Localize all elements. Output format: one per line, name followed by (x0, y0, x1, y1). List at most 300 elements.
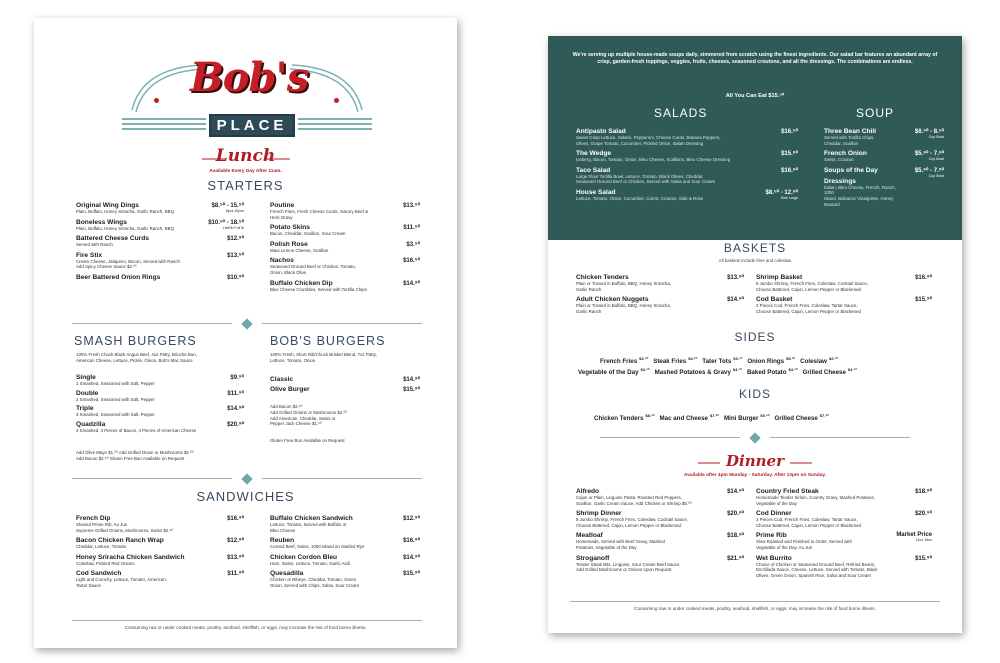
menu-item (576, 296, 744, 314)
section-divider (600, 433, 910, 443)
smash-burgers-heading: SMASH BURGERS (74, 334, 197, 348)
lunch-flourish-icon (34, 153, 457, 165)
menu-item-description: Corned Beef, Swiss, 1000 Island on Swirled Rye (270, 544, 365, 550)
price-value: $14.⁹⁰ (403, 280, 420, 287)
price-value: $16.⁹⁰ (781, 167, 798, 174)
menu-item-name: Boneless Wings (76, 218, 127, 226)
menu-item-description: Iceberg, Bacon, Tomato, Onion, Bleu Cheese, Scallions, Bleu Cheese Dressing (576, 157, 731, 163)
menu-item-price (227, 554, 244, 561)
menu-item-price (781, 150, 798, 157)
menu-item-price (403, 224, 420, 231)
price-value: $9.⁹⁰ (230, 375, 244, 381)
menu-item-price (727, 532, 744, 539)
inline-menu-item (724, 415, 774, 422)
inline-item-name: Grilled Cheese (774, 415, 818, 423)
menu-item-description: 4 Smashed, 4 Pieces of Bacon, 4 Pieces of American Cheese (76, 427, 197, 433)
menu-item (824, 150, 944, 163)
menu-item-description: Bacon, Cheddar, Scallion, Sour Cream (270, 231, 346, 237)
menu-item-description: Maui Lemon Cheese, Scallion (270, 247, 329, 253)
menu-item (576, 510, 744, 528)
kids-row (594, 413, 834, 422)
menu-item-price (227, 537, 244, 544)
menu-item-description: Blue Cheese Crumbles, Served with Tortilla Chips (270, 286, 367, 292)
menu-item-price (781, 167, 798, 174)
logo-bobs-text: Bob's (190, 54, 309, 101)
inline-item-name: Mashed Potatoes & Gravy (654, 369, 731, 377)
menu-item (756, 274, 932, 292)
soup-list (824, 128, 944, 211)
menu-item (756, 488, 932, 506)
menu-item (270, 202, 420, 220)
menu-item (756, 532, 932, 550)
menu-item-description: Cajun or Plain, Linguine Pasta, Roasted Red Peppers, Scallion, Garlic Cream Sauce. Add Chicken or Shrimp $5.⁰⁰ (576, 495, 692, 506)
bobs-burgers-intro: 100% Fresh, Short Rib/Chuck Brisket Blend, 7oz Patty, Lettuce, Tomato, Onion (270, 352, 377, 363)
price-value: $13.⁹⁰ (727, 275, 744, 281)
price-value: $20.⁹⁰ (727, 511, 744, 518)
price-value: $12.⁹⁰ (227, 236, 244, 243)
dinner-title: Dinner (726, 452, 784, 470)
menu-item-description: Plain or Tossed in Buffalo, BBQ, Honey Sriracha, Garlic Ranch (576, 281, 672, 292)
food-safety-footer: Consuming raw or under cooked meats, poultry, seafood, shellfish, or eggs, may increase the risk of food borne illness. (634, 606, 876, 611)
inline-menu-item (653, 358, 702, 365)
menu-item (76, 252, 244, 270)
inline-item-name: Tater Tots (702, 358, 732, 366)
price-value: $15.⁹⁰ (915, 555, 932, 562)
sides-row-2 (578, 367, 862, 376)
bobs-burgers-list (270, 376, 420, 396)
menu-item-description: 8 Jumbo Shrimp, French Fries, Coleslaw, Cocktail Sauce, Choose Battered, Cajun, Lemon Pepper or Blackened (576, 517, 689, 528)
price-value: $16.⁵⁰ (403, 258, 420, 265)
menu-item (270, 280, 420, 293)
menu-item-name: Prime Rib (756, 532, 787, 540)
red-dot-icon (334, 98, 339, 103)
menu-item-price (230, 374, 244, 381)
menu-item-name: Cod Dinner (756, 510, 792, 518)
price-size-labels: Side Large (780, 195, 798, 200)
price-size-labels: 11oz 16oz (915, 538, 932, 543)
menu-item-price (406, 241, 420, 248)
menu-item-name: Wet Burrito (756, 554, 792, 562)
inline-menu-item (774, 415, 833, 422)
menu-item (576, 150, 798, 163)
inline-menu-item (800, 358, 843, 365)
menu-item-name: Antipasto Salad (576, 128, 626, 135)
menu-item-name: Buffalo Chicken Sandwich (270, 515, 353, 522)
menu-item-description: Chicken or Ribeye, Cheddar, Tomato, Green Onion, Served with Chips, Salsa, Sour Cream (270, 577, 360, 588)
menu-item-name: Soups of the Day (824, 166, 878, 174)
menu-item (756, 555, 932, 579)
menu-item-name: Polish Rose (270, 240, 308, 248)
menu-item-description: Served with Tortilla Chips, Cheddar, Scallion (824, 135, 875, 146)
menu-item-description: Plain, Buffalo, Honey Sriracha, Garlic Ranch, BBQ (76, 225, 175, 231)
menu-item-price (915, 296, 932, 303)
baskets-right-column (756, 274, 932, 318)
inline-menu-item (594, 415, 659, 422)
price-size-labels: Cup Bowl (928, 135, 944, 139)
menu-item-price (403, 280, 420, 287)
menu-item-description: Shaved Prime Rib, Au Jus Supreme Grilled Onions, Mushrooms, Swiss $2.⁵⁰ (76, 522, 174, 533)
menu-item-name: Meatloaf (576, 532, 603, 540)
price-value: $15.⁹⁰ (781, 151, 798, 158)
price-value: $20.⁹⁰ (915, 511, 932, 518)
dinner-flourish-icon (548, 457, 962, 469)
menu-item-name: Cod Basket (756, 296, 793, 304)
inline-item-price: $7.⁹⁰ (709, 413, 720, 418)
menu-item (270, 386, 420, 393)
salads-heading: SALADS (654, 106, 708, 120)
inline-menu-item (747, 358, 800, 365)
price-value: $10.⁵⁰ - 18.⁵⁰ (208, 219, 244, 226)
inline-item-name: Vegetable of the Day (578, 369, 639, 377)
inline-item-price: $8.⁹⁰ (645, 413, 655, 418)
menu-item-name: Single (76, 374, 96, 381)
menu-item-name: Buffalo Chicken Dip (270, 279, 333, 287)
menu-item-name: Quadzilla (76, 420, 106, 428)
menu-item-price (915, 167, 944, 178)
lunch-menu-page (34, 18, 457, 648)
menu-item-price (896, 532, 932, 542)
menu-item-description: Ham, Swiss, Lettuce, Tomato, Garlic Aioli (270, 560, 350, 566)
menu-item-price (403, 257, 420, 264)
price-value: $14.⁹⁰ (727, 297, 744, 304)
menu-item (270, 554, 420, 567)
price-value: $12.⁹⁰ (403, 516, 420, 522)
menu-item (576, 274, 744, 292)
menu-item-price (227, 235, 244, 242)
menu-item-price (227, 421, 244, 428)
starters-heading: STARTERS (207, 178, 284, 193)
menu-item-description: Cheddar, Lettuce, Tomato (76, 544, 127, 550)
lunch-title: Lunch (215, 146, 276, 166)
menu-item-description: Lettuce, Tomato, Onion, Cucumber, Carrot, Crouton, Side & Rose (576, 195, 704, 201)
menu-item-name: Reuben (270, 537, 295, 545)
baskets-heading: BASKETS (723, 241, 787, 255)
menu-item-name: Triple (76, 405, 94, 413)
price-value: $12.⁹⁰ (227, 538, 244, 545)
inline-item-name: Mac and Cheese (659, 415, 708, 423)
menu-item-description: Sweet Crisp Lettuce, Salami, Pepperoni, Cheese Curds, Banana Peppers, Olives, Grape Tomato, Cucumber, Pickled Onion, Italian Dressing (576, 135, 721, 146)
menu-item (76, 554, 244, 567)
price-value: $16.⁹⁰ (227, 516, 244, 522)
inline-item-name: Mini Burger (724, 415, 759, 423)
menu-item-price (403, 537, 420, 544)
bobs-burgers-gf-note: Gluten Free Bun Available on Request (270, 438, 345, 443)
price-value: $13.⁵⁰ (403, 203, 420, 209)
price-value: $15.⁹⁰ (403, 387, 420, 393)
menu-item-description: 2 Smashed, Seasoned with Salt, Pepper (76, 396, 155, 402)
menu-item (76, 405, 244, 418)
menu-item-description: 3 Smashed, Seasoned with Salt, Pepper (76, 412, 155, 418)
menu-item-description: Plain or Tossed in Buffalo, BBQ, Honey Sriracha, Garlic Ranch (576, 303, 672, 314)
menu-item (76, 570, 244, 588)
menu-item (76, 537, 244, 550)
salad-bar-intro: We're serving up multiple house-made soups daily, simmered from scratch using the finest ingredients. Our salad bar features an abundant array of crisp, garden-fresh toppings, veggies, fruits, cheeses, seasoned croutons, and all the dressings. The combinations are endless. (572, 52, 938, 65)
price-size-labels: Cup Bowl (928, 157, 944, 162)
menu-item (576, 189, 798, 202)
smash-burgers-intro: 100% Fresh Chuck Black Angus Beef, 4oz Patty, Brioche Bun, American Cheese, Lettuce, Pickle, Onion, Bob's Mac Sauce (76, 352, 197, 363)
price-value: $20.⁹⁰ (227, 421, 244, 428)
menu-item-price (727, 488, 744, 495)
menu-item-name: Double (76, 389, 99, 397)
menu-item-price (227, 252, 244, 259)
price-value: $18.⁹⁰ (727, 533, 744, 540)
menu-item-name: Olive Burger (270, 386, 310, 393)
menu-item-price (766, 189, 799, 200)
inline-item-name: Coleslaw (800, 358, 827, 366)
menu-item-price (208, 219, 244, 230)
inline-menu-item (600, 358, 653, 365)
menu-item (76, 390, 244, 403)
menu-item-name: French Onion (824, 150, 867, 158)
inline-item-name: Baked Potato (746, 369, 787, 377)
menu-item-name: Poutine (270, 202, 295, 209)
menu-item-name: Alfredo (576, 488, 600, 495)
inline-item-price: $3.⁵⁰ (639, 356, 649, 361)
price-value: $16.⁵⁰ (781, 129, 798, 135)
inline-item-price: $4.⁵⁰ (847, 367, 857, 372)
menu-item-description: Tender Steak Bits, Linguine, Sour Cream Beef Sauce Add Grilled Mushrooms or Onions Upon Request (576, 561, 680, 573)
price-size-labels: Half lb Full lb (223, 225, 244, 230)
menu-item-name: Beer Battered Onion Rings (76, 273, 161, 281)
menu-item-price (227, 405, 244, 412)
inline-menu-item (578, 369, 655, 376)
menu-item-price (727, 274, 744, 281)
menu-item (270, 376, 420, 383)
salads-soup-panel (548, 36, 962, 240)
price-value: $14.⁹⁰ (403, 554, 420, 561)
menu-item-description: Choice of Chicken or Seasoned Ground Beef, Refried Beans, Enchilada Sauce, Cheese, Lettuce, Served with Tomato, Black Olives, Green Onion, Spanish Rice, Salsa and Sour Cream (756, 561, 878, 578)
price-value: Market Price (896, 532, 932, 539)
price-value: $18.⁹⁰ (915, 489, 932, 495)
menu-item (576, 488, 744, 506)
price-value: $5.⁹⁰ - 7.⁹⁰ (914, 151, 944, 158)
sides-row-1 (600, 356, 843, 365)
menu-item-description: Cream Cheese, Jalapeno, Bacon, Served with Ranch Add Spicy Cheese Sauce $2.⁰⁰ (76, 258, 180, 270)
inline-menu-item (659, 415, 724, 422)
menu-item-price (227, 515, 244, 522)
menu-item-description: Coleslaw, Pickled Red Onions (76, 560, 135, 566)
menu-item (576, 532, 744, 550)
menu-item (270, 241, 420, 254)
inline-item-name: French Fries (600, 358, 638, 366)
section-divider (72, 319, 422, 329)
menu-item-price (227, 570, 244, 577)
sandwiches-left-column (76, 515, 244, 593)
menu-item-name: Shrimp Basket (756, 274, 803, 281)
menu-item-name: Dressings (824, 177, 856, 185)
price-value: $5.⁹⁰ - 7.⁹⁰ (914, 167, 944, 174)
menu-item-description: Lettuce, Tomato, Served with Buffalo or Bleu Cheese (270, 522, 347, 533)
menu-item-description: Served with Ranch (76, 242, 113, 248)
menu-item-description: 2 Pieces Cod, French Fries, Coleslaw, Tartar Sauce, Choose Battered, Cajun, Lemon Pepper or Blackened (756, 303, 861, 314)
logo-place-text: PLACE (209, 114, 295, 137)
menu-item-price (403, 386, 420, 393)
menu-item-name: Adult Chicken Nuggets (576, 296, 649, 304)
price-value: $21.⁹⁰ (727, 555, 744, 562)
menu-item (824, 166, 944, 178)
price-value: $11.⁹⁰ (227, 571, 244, 578)
smash-burgers-list (76, 374, 244, 436)
starters-left-column (76, 202, 244, 285)
menu-item-description: Homemade Tender Sirloin, Country Gravy, Mashed Potatoes, Vegetable of the Day (756, 495, 875, 506)
inline-menu-item (747, 369, 803, 376)
price-value: $15.⁹⁰ (403, 571, 420, 578)
red-dot-icon (154, 98, 159, 103)
menu-item-price (227, 274, 244, 281)
menu-item-price (212, 202, 244, 213)
price-size-labels: Cup Bowl (928, 173, 944, 178)
price-value: $13.⁹⁰ (227, 554, 244, 561)
inline-item-price: $3.⁵⁰ (733, 356, 743, 361)
menu-item-description: Homemade, Served with Beef Gravy, Mashed Potatoes, Vegetable of the Day (576, 539, 665, 550)
menu-item-name: Original Wing Dings (76, 202, 139, 209)
kids-heading: KIDS (738, 387, 771, 401)
sides-heading: SIDES (734, 330, 776, 344)
bobs-burgers-notes: Add Bacon $2.⁵⁰ Add Grilled Onions or Mushrooms $2.⁰⁰ Add American, Cheddar, Swiss or Pepper Jack Cheese $1.⁵⁰ (270, 404, 347, 427)
menu-item-name: House Salad (576, 188, 616, 196)
menu-item-description: 5 Jumbo Shrimp, French Fries, Coleslaw, Cocktail Sauce, Choose Battered, Cajun, Lemon Pepper or Blackened (756, 281, 869, 292)
menu-item-name: Taco Salad (576, 166, 611, 174)
inline-menu-item (702, 358, 747, 365)
menu-item (76, 202, 244, 215)
menu-item (270, 515, 420, 533)
menu-item-description: Slow Roasted and Finished to Order, Served with Vegetable of the Day, Au Jus (756, 539, 852, 550)
menu-item (76, 235, 244, 248)
menu-item (76, 274, 244, 281)
menu-item-name: Quesadilla (270, 570, 304, 578)
menu-item-price (915, 488, 932, 495)
dinner-menu-page (548, 36, 962, 633)
menu-item-name: French Dip (76, 515, 111, 522)
menu-item-price (915, 555, 932, 562)
menu-item (576, 555, 744, 573)
price-value: $11.⁹⁰ (227, 390, 244, 397)
inline-item-name: Onion Rings (747, 358, 785, 366)
dinner-subtitle: Available after 4pm Monday - Saturday. After 12pm on Sunday. (683, 473, 827, 478)
price-value: $3.⁵⁰ (406, 241, 420, 248)
menu-item-description: Plain, Buffalo, Honey Sriracha, Garlic Ranch, BBQ (76, 209, 175, 214)
price-size-labels: 5pcs 10pcs (225, 209, 244, 213)
price-value: $16.⁹⁰ (403, 538, 420, 545)
menu-item-price (915, 274, 932, 281)
lunch-subtitle: Available Every Day After 11am. (209, 169, 282, 174)
price-value: $14.⁹⁰ (403, 377, 420, 383)
menu-item-description: Swiss, Crouton (824, 157, 854, 163)
menu-item-name: Chicken Tenders (576, 274, 629, 281)
menu-item (756, 296, 932, 314)
menu-item-name: Shrimp Dinner (576, 510, 622, 518)
bobs-burgers-heading: BOB'S BURGERS (270, 334, 386, 348)
menu-item-price (403, 570, 420, 577)
menu-item-price (227, 390, 244, 397)
menu-item-price (727, 555, 744, 562)
inline-item-price: $3.⁵⁰ (688, 356, 698, 361)
salads-list (576, 128, 798, 206)
price-value: $11.⁵⁰ (403, 225, 420, 232)
inline-menu-item (655, 369, 747, 376)
inline-item-name: Grilled Cheese (802, 369, 846, 377)
inline-item-price: $9.⁹⁰ (760, 413, 770, 418)
menu-item-name: Nachos (270, 257, 294, 265)
menu-item-name: Stroganoff (576, 554, 610, 562)
price-value: $14.⁹⁰ (727, 489, 744, 495)
menu-item-name: Classic (270, 376, 294, 383)
inline-menu-item (803, 369, 862, 376)
baskets-subtitle: All baskets include fries and coleslaw (718, 258, 792, 263)
price-value: $10.⁹⁰ (227, 274, 244, 281)
menu-item (270, 537, 420, 550)
menu-item (824, 128, 944, 146)
menu-item (76, 515, 244, 533)
menu-item (270, 570, 420, 588)
price-value: $15.⁹⁰ (915, 297, 932, 304)
inline-item-price: $4.⁵⁰ (788, 367, 798, 372)
inline-item-price: $4.⁵⁰ (732, 367, 742, 372)
inline-item-price: $7.⁹⁰ (819, 413, 829, 418)
menu-item (76, 219, 244, 232)
menu-item-name: Country Fried Steak (756, 488, 819, 495)
section-divider (72, 474, 422, 484)
inline-item-price: $2.⁵⁰ (828, 356, 839, 361)
menu-item (270, 224, 420, 237)
menu-item-description: French Fries, Fresh Cheese Curds, Savory Beef & Herb Gravy (270, 209, 369, 220)
smash-burgers-notes: Add Olive Mayo $1.⁰⁰ Add Grilled Onion or Mushrooms $2.⁰⁰ Add Bacon $2.⁵⁰ Gluten Free Bun Available on Request (76, 450, 194, 461)
menu-item-description: Light and Crunchy, Lettuce, Tomato, American, Tartar Sauce (76, 577, 167, 588)
menu-item (76, 421, 244, 434)
menu-item-name: The Wedge (576, 150, 612, 158)
menu-item-name: Bacon Chicken Ranch Wrap (76, 537, 164, 545)
menu-item-price (403, 515, 420, 522)
menu-item (824, 178, 944, 207)
menu-item-price (727, 296, 744, 303)
menu-item (270, 257, 420, 275)
menu-item-price (403, 554, 420, 561)
menu-item (576, 167, 798, 185)
baskets-left-column (576, 274, 744, 318)
inline-item-price: $5.⁵⁰ (786, 356, 796, 361)
price-value: $8.⁵⁰ - 15.⁵⁰ (211, 203, 244, 209)
menu-item-name: Three Bean Chili (824, 128, 877, 135)
sandwiches-heading: SANDWICHES (196, 489, 295, 504)
bobs-place-logo (122, 40, 372, 140)
menu-item-price (781, 128, 798, 135)
inline-item-name: Steak Fries (653, 358, 687, 366)
menu-item-name: Battered Cheese Curds (76, 235, 149, 243)
menu-item-description: Seasoned Ground Beef or Chicken, Tomato, Onion, Black Olive (270, 264, 357, 275)
price-value: $8.⁵⁰ - 12.⁹⁰ (765, 189, 798, 196)
menu-item-name: Potato Skins (270, 224, 310, 232)
menu-item-price (727, 510, 744, 517)
menu-item-price (403, 376, 420, 383)
dinner-left-column (576, 488, 744, 577)
price-value: $16.⁹⁰ (915, 275, 932, 281)
menu-item-price (915, 510, 932, 517)
menu-item-price (403, 202, 420, 209)
menu-item-name: Chicken Cordon Bleu (270, 553, 338, 561)
price-value: $14.⁹⁰ (227, 406, 244, 413)
starters-right-column (270, 202, 420, 296)
price-value: $6.⁵⁰ - 8.⁵⁰ (914, 129, 944, 135)
menu-item (756, 510, 932, 528)
menu-item-name: Cod Sandwich (76, 570, 122, 578)
menu-item-description: 1 Smashed, Seasoned with Salt, Pepper (76, 381, 155, 386)
menu-item (576, 128, 798, 146)
menu-item-name: Fire Stix (76, 251, 103, 259)
menu-item (76, 374, 244, 387)
inline-item-price: $3.⁵⁰ (640, 367, 650, 372)
all-you-can-eat-price: All You Can Eat $15.⁹⁰ (725, 93, 785, 99)
menu-item-description: Large Flour Tortilla Bowl, Lettuce, Tomato, Black Olives, Cheddar, Seasoned Ground Beef or Chicken, Served with Salsa and Sour Cream (576, 173, 716, 185)
